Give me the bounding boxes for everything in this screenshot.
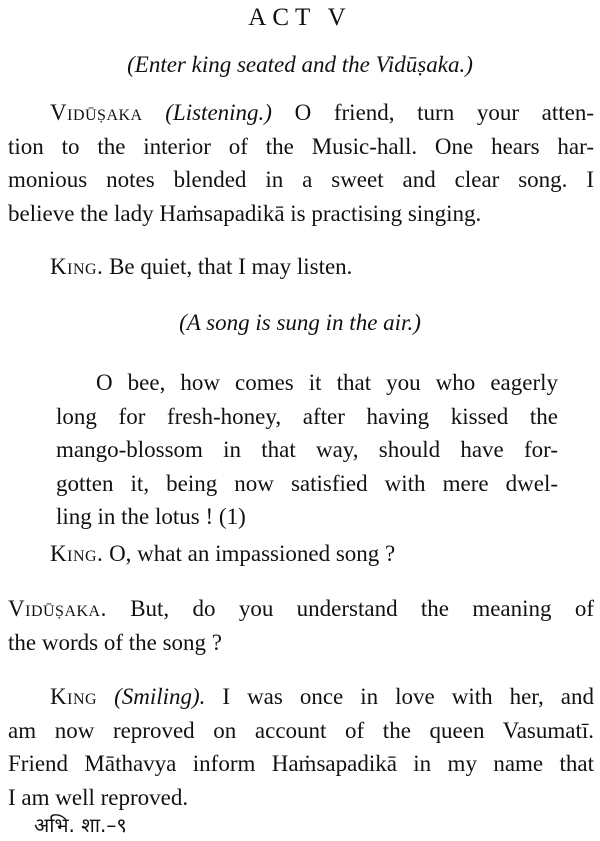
aside-direction: (Smiling). [114, 684, 206, 709]
speech-text: O, what an impassioned song ? [103, 541, 396, 566]
speaker-name: King. [50, 541, 104, 566]
speech-line: the words of the song ? [8, 629, 222, 655]
speech-text: Be quiet, that I may listen. [103, 254, 353, 279]
speech-vidusaka-listening [8, 96, 594, 230]
speech-line: believe the lady Haṁsapadikā is practising singing. [8, 200, 482, 226]
speech-king-quiet [8, 250, 594, 284]
verse-line: gotten it, being now satisfied with mere dwel- [56, 470, 558, 496]
speech-line: I am well reproved. [8, 784, 189, 810]
song-verse [56, 366, 558, 534]
speech-line: monious notes blended in a sweet and clear song. I [8, 167, 594, 192]
speaker-name: Vidūṣaka. [8, 596, 107, 621]
speech-line [8, 96, 594, 130]
speech-line [8, 592, 594, 626]
verse-line: ling in the lotus ! (1) [56, 504, 246, 529]
verse-line: long for fresh-honey, after having kissed the [56, 403, 558, 429]
speech-line [8, 250, 594, 284]
speech-text: O friend, turn your atten- [271, 100, 595, 125]
speech-line [8, 537, 594, 571]
signature-mark: अभि. शा.–९ [34, 813, 127, 837]
act-title: ACT V [248, 4, 352, 31]
speech-text: I was once in love with her, and [205, 684, 594, 709]
speech-king-impassioned [8, 537, 594, 571]
speaker-name: King [50, 684, 98, 709]
speech-vidusaka-meaning [8, 592, 594, 659]
speaker-name: King. [50, 254, 104, 279]
aside-direction: (Listening.) [165, 100, 272, 125]
stage-direction-song: (A song is sung in the air.) [179, 310, 421, 335]
speech-line: am now reproved on account of the queen Vasumatī. [8, 717, 594, 743]
stage-direction-enter: (Enter king seated and the Vidūṣaka.) [127, 52, 473, 77]
speaker-name: Vidūṣaka [50, 100, 143, 125]
speech-king-smiling [8, 680, 594, 814]
speech-line: Friend Māthavya inform Haṁsapadikā in my name that [8, 751, 594, 776]
speech-line [8, 680, 594, 714]
speech-line: tion to the interior of the Music-hall. One hears har- [8, 133, 594, 159]
verse-line: mango-blossom in that way, should have for- [56, 437, 558, 462]
verse-line: O bee, how comes it that you who eagerly [96, 370, 558, 395]
speech-text: But, do you understand the meaning of [106, 596, 594, 621]
